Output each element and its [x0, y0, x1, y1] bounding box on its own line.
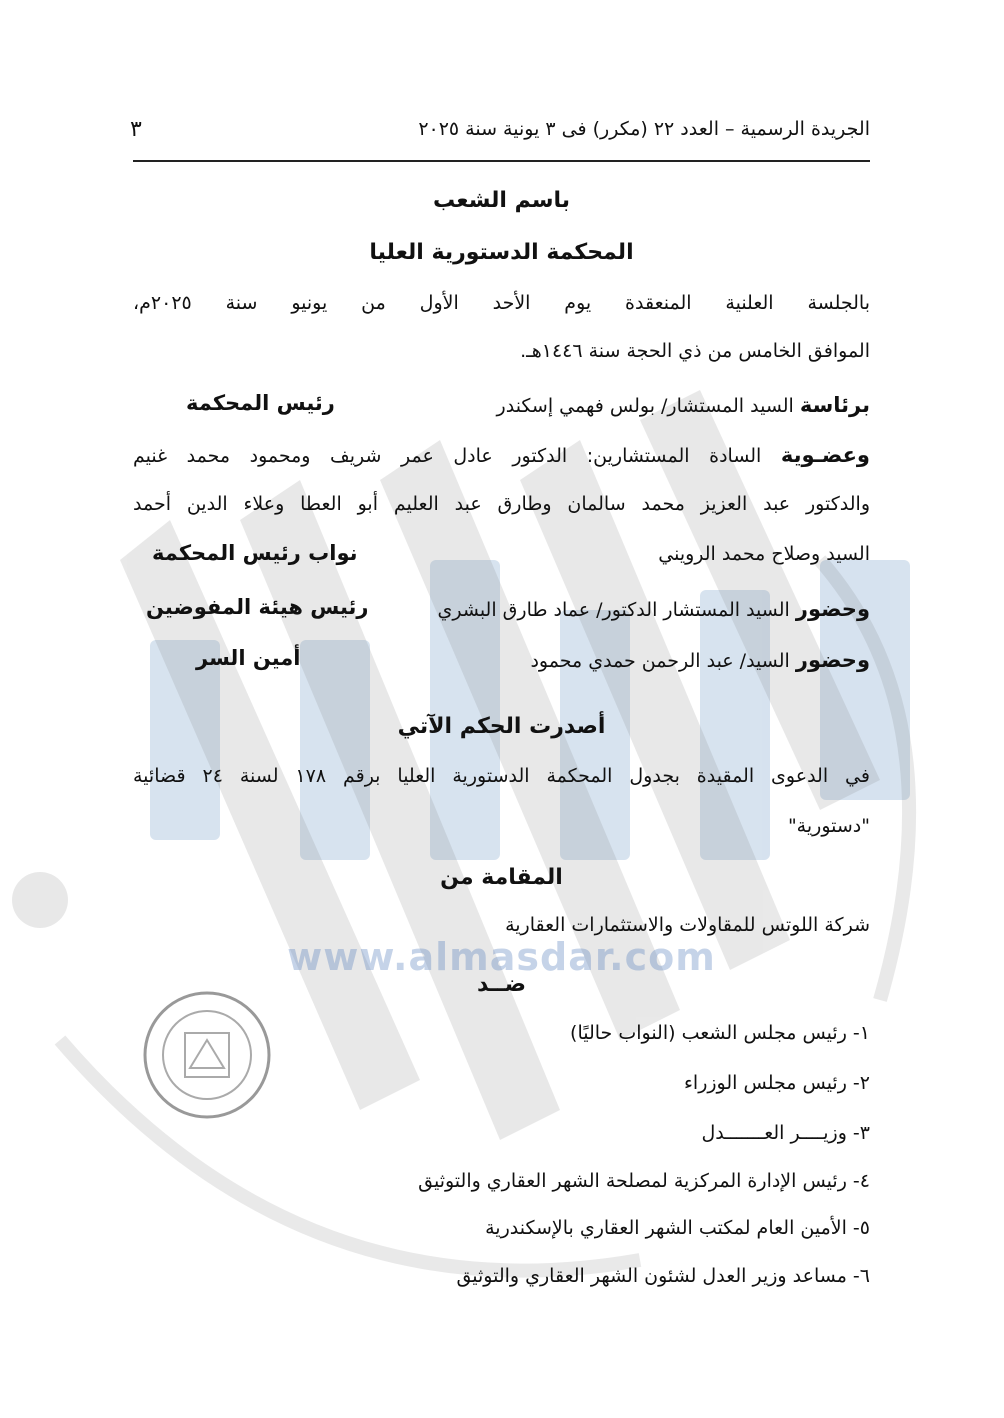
header-title: الجريدة الرسمية – العدد ٢٢ (مكرر) فى ٣ يونية سنة ٢٠٢٥	[418, 118, 870, 140]
page-header	[130, 112, 870, 146]
members-line-2: والدكتور عبد العزيز محمد سالمان وطارق عبد العليم أبو العطا وعلاء الدين أحمد	[133, 493, 870, 515]
heading-ruling-issued: أصدرت الحكم الآتي	[397, 714, 606, 739]
heading-in-name-of-people: باسم الشعب	[433, 188, 570, 213]
defendant-item: ٢- رئيس مجلس الوزراء	[683, 1072, 870, 1094]
attendance-line-1	[438, 597, 870, 621]
heading-court-name: المحكمة الدستورية العليا	[369, 240, 634, 265]
heading-filed-by: المقامة من	[440, 865, 563, 890]
page-number: ٣	[130, 116, 142, 142]
session-line-2: الموافق الخامس من ذي الحجة سنة ١٤٤٦هـ.	[520, 340, 870, 362]
members-role: نواب رئيس المحكمة	[152, 541, 358, 565]
attendance-2-text: السيد/ عبد الرحمن حمدي محمود	[530, 650, 790, 672]
heading-against: ضــد	[476, 972, 526, 997]
session-line-1: بالجلسة العلنية المنعقدة يوم الأحد الأول من يونيو سنة ٢٠٢٥م،	[133, 292, 870, 314]
members-line-3: السيد وصلاح محمد الرويني	[658, 543, 870, 565]
defendant-item: ٥- الأمين العام لمكتب الشهر العقاري بالإسكندرية	[485, 1217, 870, 1239]
presidency-label: برئاسة	[799, 393, 870, 417]
attendance-1-role: رئيس هيئة المفوضين	[146, 595, 369, 619]
presidency-role: رئيس المحكمة	[186, 391, 335, 415]
attendance-2-label: وحضور	[795, 648, 870, 672]
seal-stamp	[140, 988, 275, 1123]
members-text-1: السادة المستشارين: الدكتور عادل عمر شريف ومحمود محمد غنيم	[133, 445, 762, 467]
members-label: وعضـوية	[780, 443, 870, 467]
case-line-1: في الدعوى المقيدة بجدول المحكمة الدستورية العليا برقم ١٧٨ لسنة ٢٤ قضائية	[133, 765, 870, 787]
attendance-line-2	[530, 648, 870, 672]
attendance-1-label: وحضور	[795, 597, 870, 621]
attendance-2-role: أمين السر	[196, 646, 301, 670]
watermark-url: www.almasdar.com	[287, 935, 716, 979]
defendant-item: ٣- وزيــــر العـــــــدل	[701, 1122, 870, 1144]
case-line-2: "دستورية"	[787, 815, 870, 837]
defendant-item: ٤- رئيس الإدارة المركزية لمصلحة الشهر العقاري والتوثيق	[418, 1170, 870, 1192]
members-line-1	[133, 443, 870, 467]
defendant-item: ١- رئيس مجلس الشعب (النواب حاليًا)	[570, 1022, 870, 1044]
plaintiff-name: شركة اللوتس للمقاولات والاستثمارات العقارية	[505, 914, 870, 936]
header-divider	[133, 160, 870, 162]
presidency-text: السيد المستشار/ بولس فهمي إسكندر	[496, 395, 794, 417]
presidency-line	[497, 393, 870, 417]
defendant-item: ٦- مساعد وزير العدل لشئون الشهر العقاري والتوثيق	[456, 1265, 870, 1287]
attendance-1-text: السيد المستشار الدكتور/ عماد طارق البشري	[437, 599, 790, 621]
